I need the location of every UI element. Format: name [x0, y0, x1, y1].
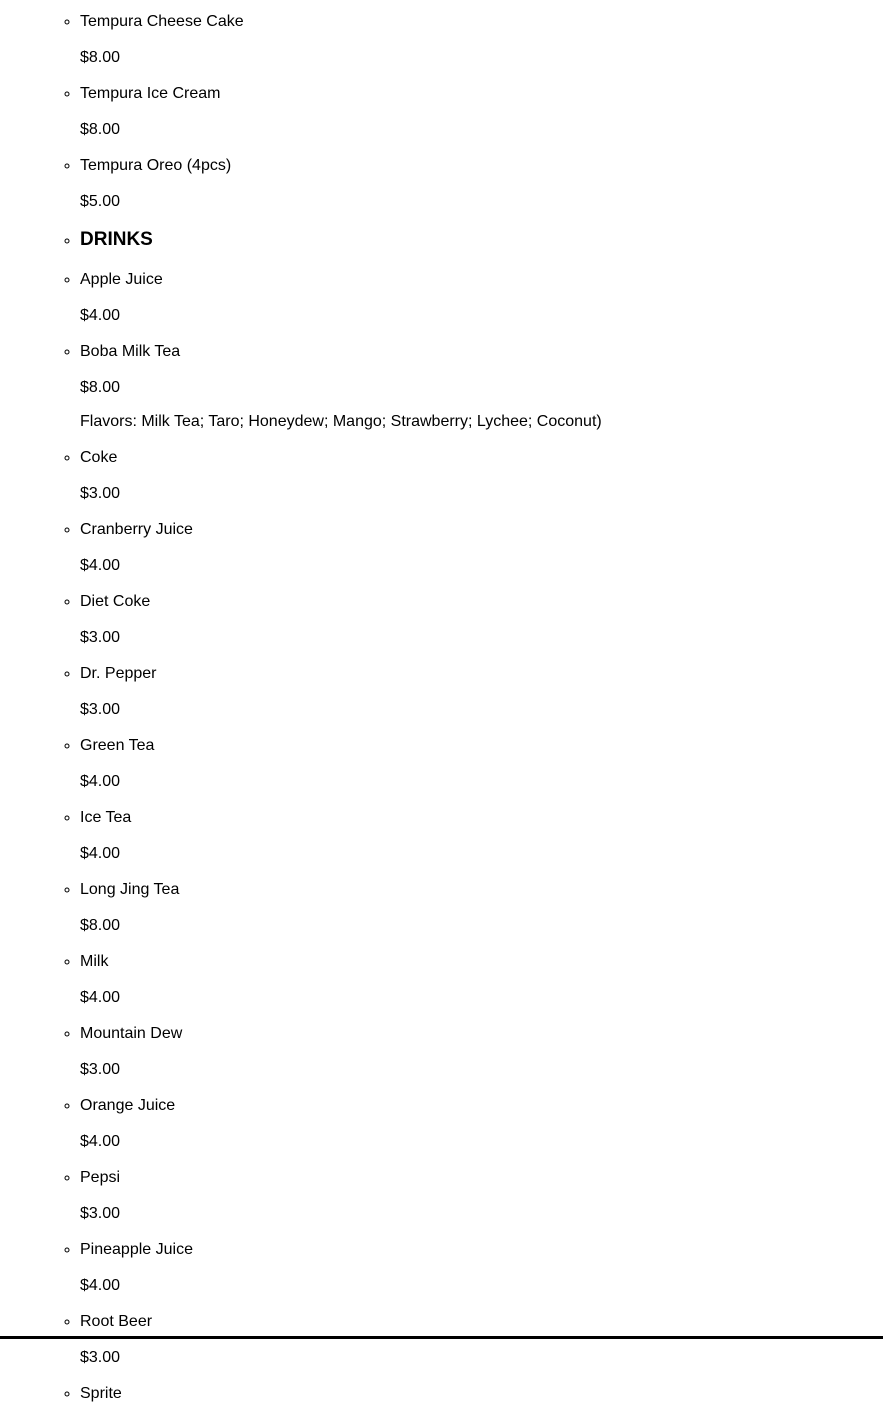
- menu-item: [80, 727, 883, 799]
- menu-item: [80, 511, 883, 583]
- menu-item-name: ◦ Root Beer: [80, 1313, 153, 1330]
- menu-item-name: ◦ Cranberry Juice: [80, 521, 193, 538]
- menu-item: [80, 333, 883, 439]
- menu-item-price: $5.00: [80, 193, 121, 210]
- menu-item-name: ◦ Mountain Dew: [80, 1025, 183, 1042]
- menu-item-price: $4.00: [80, 1133, 121, 1150]
- menu-item-price: $4.00: [80, 557, 121, 574]
- menu-item-price: $4.00: [80, 989, 121, 1006]
- menu-item-name: ◦ Diet Coke: [80, 593, 151, 610]
- menu-item: [80, 583, 883, 655]
- menu-item-price: $8.00: [80, 121, 121, 138]
- menu-item-name: ◦ Milk: [80, 953, 109, 970]
- section-heading-item: [80, 219, 883, 261]
- menu-item-name: ◦ Pepsi: [80, 1169, 121, 1186]
- menu-item-price: $3.00: [80, 485, 121, 502]
- menu-item: [80, 1375, 883, 1413]
- menu-item: [80, 655, 883, 727]
- menu-item-price: $3.00: [80, 1061, 121, 1078]
- menu-item-price: $4.00: [80, 307, 121, 324]
- menu-item: [80, 3, 883, 75]
- menu-item-name: ◦ Tempura Ice Cream: [80, 85, 221, 102]
- menu-item-price: $8.00: [80, 917, 121, 934]
- menu-item-price: $8.00: [80, 379, 121, 396]
- menu-item-name: ◦ Orange Juice: [80, 1097, 176, 1114]
- menu-item-name: ◦ Dr. Pepper: [80, 665, 157, 682]
- menu-item-name: ◦ Long Jing Tea: [80, 881, 180, 898]
- menu-item-name: ◦ Sprite: [80, 1385, 122, 1402]
- menu-item-name: ◦ Tempura Cheese Cake: [80, 13, 244, 30]
- menu-item-name: ◦ Apple Juice: [80, 271, 163, 288]
- menu-item: [80, 261, 883, 333]
- menu-item-name: ◦ Boba Milk Tea: [80, 343, 181, 360]
- menu-item-price: $4.00: [80, 845, 121, 862]
- menu-item-price: $8.00: [80, 49, 121, 66]
- menu-item-price: $3.00: [80, 701, 121, 718]
- menu-item: [80, 1015, 883, 1087]
- menu-item: [80, 871, 883, 943]
- menu-item: [80, 1303, 883, 1375]
- menu-item-price: $3.00: [80, 1349, 121, 1366]
- menu-item: [80, 1159, 883, 1231]
- menu-item: [80, 943, 883, 1015]
- menu-item-price: $3.00: [80, 1205, 121, 1222]
- menu-item-price: $4.00: [80, 773, 121, 790]
- menu-item: [80, 147, 883, 219]
- menu-item: [80, 1087, 883, 1159]
- menu-item-name: ◦ Ice Tea: [80, 809, 132, 826]
- menu-item-name: ◦ Pineapple Juice: [80, 1241, 193, 1258]
- menu-item-note: Flavors: Milk Tea; Taro; Honeydew; Mango; Strawberry; Lychee; Coconut): [80, 413, 602, 430]
- menu-item-name: ◦ Green Tea: [80, 737, 155, 754]
- section-heading: ◦ DRINKS: [80, 229, 153, 250]
- menu-item-name: ◦ Coke: [80, 449, 118, 466]
- menu-item: [80, 1231, 883, 1303]
- menu-item-price: $3.00: [80, 629, 121, 646]
- menu-item: [80, 75, 883, 147]
- menu-item-price: $4.00: [80, 1277, 121, 1294]
- menu-item: [80, 439, 883, 511]
- menu-list: [0, 3, 883, 1413]
- menu-item: [80, 799, 883, 871]
- menu-item-name: ◦ Tempura Oreo (4pcs): [80, 157, 232, 174]
